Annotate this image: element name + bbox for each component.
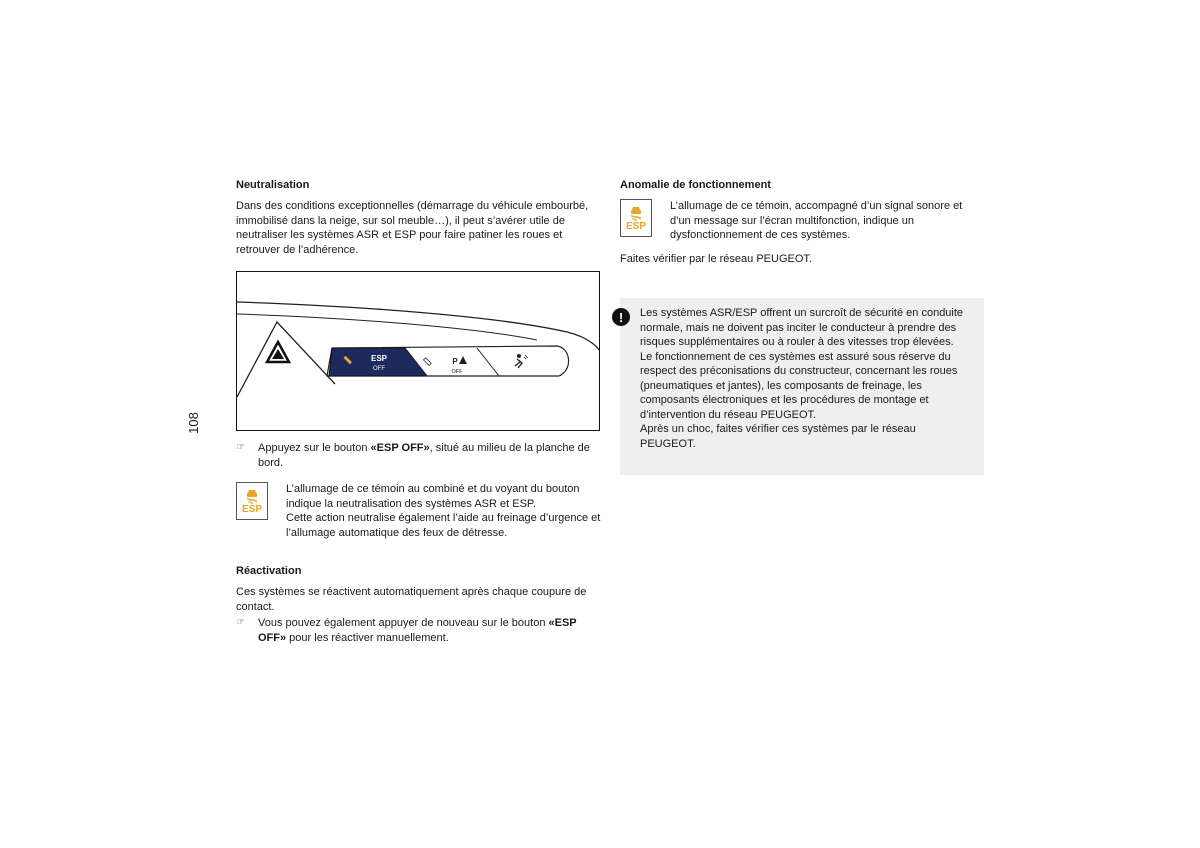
park-assist-sublabel: OFF [451, 369, 463, 375]
anomalie-title: Anomalie de fonctionnement [620, 179, 771, 191]
warning-text-2: Le fonctionnement de ces systèmes est assuré sous réserve du respect des préconisations du constructeur, concernant les roues (pneumatiques et jantes), les composants de freinage, les composants électroniques et les procédures de montage et d’intervention du réseau PEUGEOT. [640, 350, 958, 421]
reactivation-button-ref: «ESP OFF» [258, 617, 577, 644]
exclamation-icon: ! [612, 308, 630, 326]
indicator-text-2: Cette action neutralise également l’aide au freinage d’urgence et l’allumage automatique des feux de détresse. [286, 512, 601, 539]
neutralisation-text: Dans des conditions exceptionnelles (démarrage du véhicule embourbé, immobilisé dans la neige, sur sol meuble…), il peut s’avérer utile de neutraliser les systèmes ASR et ESP pour faire patiner les roues et retrouver de l’adhérence. [236, 200, 589, 256]
anomalie-text: L’allumage de ce témoin, accompagné d’un signal sonore et d’un message sur l’écran multifonction, indique un dysfonctionnement de ces systèmes. [670, 200, 963, 241]
neutralisation-title: Neutralisation [236, 179, 310, 191]
esp-warning-icon [620, 199, 652, 237]
left-column [236, 178, 602, 645]
esp-button-sublabel: OFF [373, 366, 385, 372]
right-column [620, 178, 986, 475]
warning-box [620, 298, 984, 475]
warning-text-3: Après un choc, faites vérifier ces systèmes par le réseau PEUGEOT. [640, 423, 916, 450]
anomalie-block [620, 199, 986, 243]
dashboard-illustration [237, 272, 599, 430]
reactivation-bullet-text-end: pour les réactiver manuellement. [286, 631, 449, 644]
esp-icon-label: ESP [241, 503, 262, 515]
reactivation-title: Réactivation [236, 565, 302, 577]
anomalie-check-text: Faites vérifier par le réseau PEUGEOT. [620, 252, 812, 265]
park-assist-label[interactable]: P [452, 357, 458, 366]
bullet-text: Appuyez sur le bouton [258, 442, 371, 454]
esp-indicator-block [236, 482, 602, 540]
warning-text-1: Les systèmes ASR/ESP offrent un surcroît de sécurité en conduite normale, mais ne doivent pas inciter le conducteur à prendre des risques supplémentaires ou à rouler à des vitesses trop élevées. [640, 307, 964, 348]
esp-warning-icon [236, 482, 268, 520]
instruction-bullet [236, 441, 602, 470]
indicator-text-1: L’allumage de ce témoin au combiné et du voyant du bouton indique la neutralisation des systèmes ASR et ESP. [286, 483, 580, 510]
pointing-hand-icon: ☞ [236, 617, 245, 628]
pointing-hand-icon: ☞ [236, 442, 245, 453]
bullet-text-end: , situé au milieu de la planche de bord. [258, 442, 590, 469]
reactivation-bullet [236, 616, 602, 645]
esp-icon-label: ESP [625, 220, 646, 232]
page-number: 108 [185, 412, 201, 434]
dashboard-figure [236, 271, 600, 431]
reactivation-text: Ces systèmes se réactivent automatiquement après chaque coupure de contact. [236, 586, 587, 613]
esp-button-label[interactable]: ESP [370, 354, 388, 363]
bullet-button-ref: «ESP OFF» [370, 442, 430, 454]
reactivation-bullet-text: Vous pouvez également appuyer de nouveau sur le bouton [258, 617, 549, 629]
